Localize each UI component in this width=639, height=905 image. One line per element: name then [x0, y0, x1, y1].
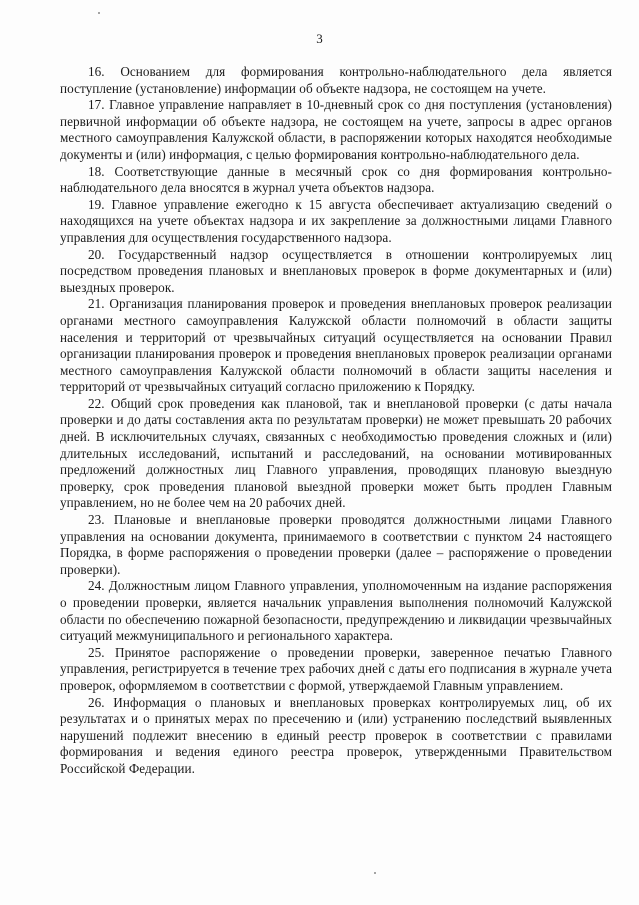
- paragraph-18: 18. Соответствующие данные в месячный срок со дня формирования контрольно-наблюдательного дела вносятся в журнал учета объектов надзора.: [60, 163, 612, 196]
- paragraph-17: 17. Главное управление направляет в 10-дневный срок со дня поступления (установления) первичной информации об объекте надзора, не состоящем на учете, запросы в адрес органов местного самоуправления Калужской области, в распоряжении которых находятся необходимые документы и (или) информация, с целью формирования контрольно-наблюдательного дела.: [60, 97, 612, 162]
- paragraph-26: 26. Информация о плановых и внеплановых проверках контролируемых лиц, об их результатах и о принятых мерах по пресечению и (или) устранению последствий выявленных нарушений подлежит внесению в единый реестр проверок в соответствии с правилами формирования и ведения единого реестра проверок, утвержденными Правительством Российской Федерации.: [60, 694, 612, 776]
- paragraph-24: 24. Должностным лицом Главного управления, уполномоченным на издание распоряжения о проведении проверки, является начальник управления выполнения полномочий Калужской области по обеспечению пожарной безопасности, предупреждению и ликвидации чрезвычайных ситуаций межмуниципального и регионального характера.: [60, 578, 612, 644]
- document-body: [60, 64, 612, 778]
- scan-speck: [374, 872, 376, 874]
- paragraph-21: 21. Организация планирования проверок и проведения внеплановых проверок реализации органами местного самоуправления Калужской области полномочий в области защиты населения и территорий от чрезвычайных ситуаций осуществляется на основании Правил организации планирования проверок и проведения внеплановых проверок реализации органами местного самоуправления Калужской области полномочий в области защиты населения и территорий от чрезвычайных ситуаций согласно приложению к Порядку.: [60, 296, 612, 395]
- paragraph-19: 19. Главное управление ежегодно к 15 августа обеспечивает актуализацию сведений о находящихся на учете объектах надзора и их закрепление за должностными лицами Главного управления для осуществления государственного надзора.: [60, 196, 612, 245]
- paragraph-20: 20. Государственный надзор осуществляется в отношении контролируемых лиц посредством проведения плановых и внеплановых проверок в форме документарных и (или) выездных проверок.: [60, 246, 612, 295]
- paragraph-22: 22. Общий срок проведения как плановой, так и внеплановой проверки (с даты начала проверки и до даты составления акта по результатам проверки) не может превышать 20 рабочих дней. В исключительных случаях, связанных с необходимостью проведения сложных и (или) длительных исследований, испытаний и расследований, на основании мотивированных предложений должностных лиц Главного управления, проводящих плановую выездную проверку, срок проведения плановой выездной проверки может быть продлен Главным управлением, но не более чем на 20 рабочих дней.: [60, 395, 612, 511]
- paragraph-25: 25. Принятое распоряжение о проведении проверки, заверенное печатью Главного управления, регистрируется в течение трех рабочих дней с даты его подписания в журнале учета проверок, оформляемом в соответствии с формой, утверждаемой Главным управлением.: [60, 644, 612, 693]
- paragraph-23: 23. Плановые и внеплановые проверки проводятся должностными лицами Главного управления на основании документа, принимаемого в соответствии с пунктом 24 настоящего Порядка, в форме распоряжения о проведении проверки (далее – распоряжение о проведении проверки).: [60, 512, 612, 577]
- page-number: 3: [316, 31, 323, 46]
- paragraph-16: 16. Основанием для формирования контрольно-наблюдательного дела является поступление (установление) информации об объекте надзора, не состоящем на учете.: [60, 64, 612, 96]
- scan-speck: [98, 12, 100, 14]
